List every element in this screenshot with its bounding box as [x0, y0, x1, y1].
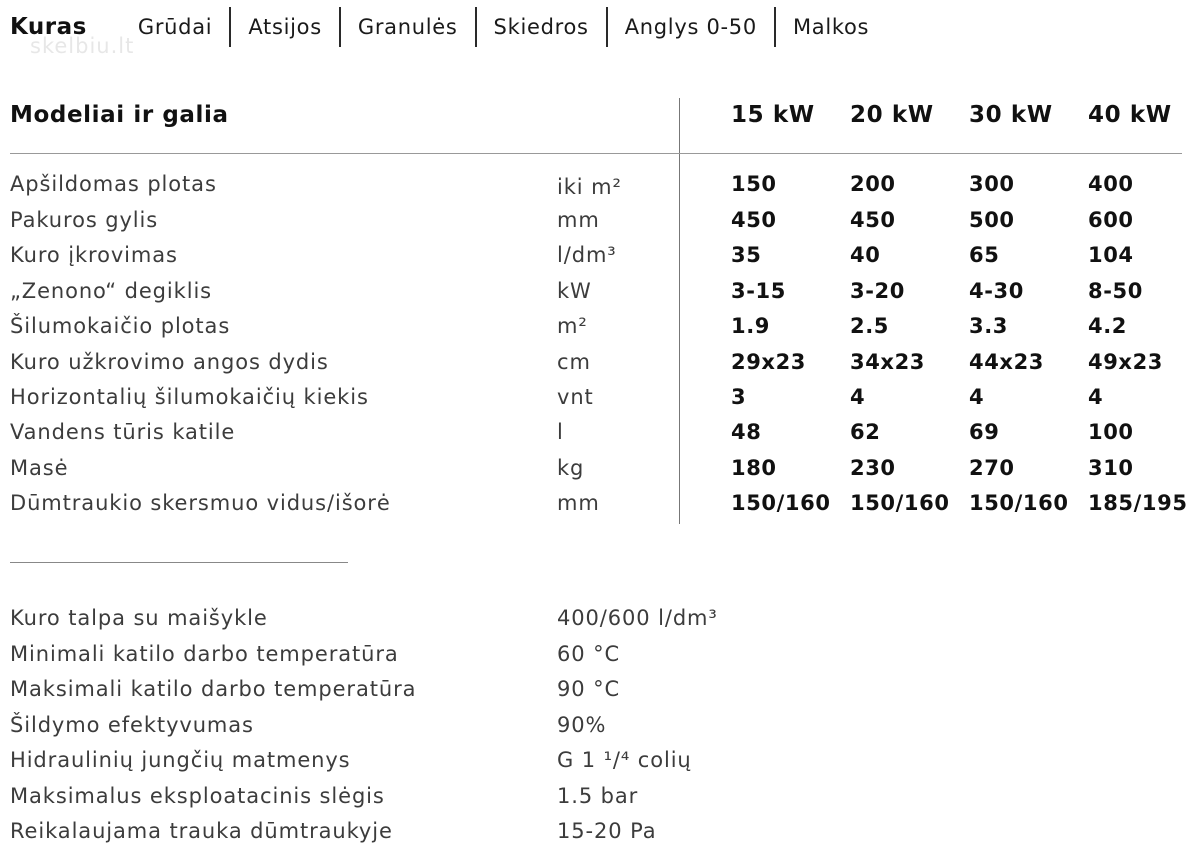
extra-spec-row: [0, 677, 1200, 712]
spec-value: 8-50: [1088, 279, 1143, 303]
spec-unit: m²: [557, 314, 588, 338]
spec-label: Kuro užkrovimo angos dydis: [10, 350, 329, 374]
spec-value: 34x23: [850, 350, 925, 374]
spec-value: 1.9: [731, 314, 771, 338]
spec-value: 104: [1088, 243, 1134, 267]
fuel-type-granules: Granulės: [341, 7, 477, 47]
extra-spec-value: 1.5 bar: [557, 784, 639, 808]
extra-spec-label: Hidraulinių jungčių matmenys: [10, 748, 351, 772]
spec-value: 300: [969, 172, 1015, 196]
extra-spec-value: 90%: [557, 713, 607, 737]
model-column-header: 15 kW: [731, 102, 815, 128]
spec-value: 200: [850, 172, 896, 196]
spec-value: 4-30: [969, 279, 1024, 303]
spec-unit: vnt: [557, 385, 594, 409]
spec-row: [0, 314, 1200, 349]
spec-unit: l/dm³: [557, 243, 617, 267]
spec-value: 180: [731, 456, 777, 480]
fuel-type-anglys: Anglys 0-50: [608, 7, 776, 47]
spec-label: Apšildomas plotas: [10, 172, 217, 196]
extra-spec-value: 15-20 Pa: [557, 819, 657, 843]
spec-label: Vandens tūris katile: [10, 420, 236, 444]
watermark: skelbiu.lt: [30, 34, 135, 58]
spec-label: Kuro įkrovimas: [10, 243, 178, 267]
extra-spec-label: Maksimali katilo darbo temperatūra: [10, 677, 417, 701]
extra-spec-label: Kuro talpa su maišykle: [10, 606, 268, 630]
spec-row: [0, 208, 1200, 243]
extra-spec-label: Minimali katilo darbo temperatūra: [10, 642, 399, 666]
spec-value: 4: [969, 385, 985, 409]
spec-value: 48: [731, 420, 762, 444]
extra-spec-row: [0, 819, 1200, 854]
spec-row: [0, 491, 1200, 526]
extra-spec-row: [0, 606, 1200, 641]
extra-spec-label: Maksimalus eksploatacinis slėgis: [10, 784, 385, 808]
spec-value: 450: [850, 208, 896, 232]
spec-value: 450: [731, 208, 777, 232]
model-column-header: 30 kW: [969, 102, 1053, 128]
spec-value: 150/160: [731, 491, 831, 515]
spec-value: 40: [850, 243, 881, 267]
spec-row: [0, 172, 1200, 207]
spec-value: 150/160: [969, 491, 1069, 515]
spec-row: [0, 420, 1200, 455]
spec-value: 270: [969, 456, 1015, 480]
spec-unit: kW: [557, 279, 592, 303]
spec-label: Horizontalių šilumokaičių kiekis: [10, 385, 369, 409]
spec-value: 4: [1088, 385, 1104, 409]
extra-spec-value: 60 °C: [557, 642, 621, 666]
spec-row: [0, 350, 1200, 385]
spec-value: 44x23: [969, 350, 1044, 374]
extra-spec-row: [0, 748, 1200, 783]
spec-value: 150: [731, 172, 777, 196]
spec-value: 62: [850, 420, 881, 444]
spec-unit: kg: [557, 456, 585, 480]
model-column-header: 20 kW: [850, 102, 934, 128]
extra-spec-row: [0, 642, 1200, 677]
spec-value: 3-15: [731, 279, 786, 303]
header-divider: [10, 153, 1182, 154]
spec-value: 35: [731, 243, 762, 267]
spec-value: 49x23: [1088, 350, 1163, 374]
spec-unit: cm: [557, 350, 591, 374]
extra-spec-label: Šildymo efektyvumas: [10, 713, 254, 737]
spec-value: 29x23: [731, 350, 806, 374]
extra-spec-label: Reikalaujama trauka dūmtraukyje: [10, 819, 393, 843]
spec-label: Šilumokaičio plotas: [10, 314, 231, 338]
extra-spec-row: [0, 713, 1200, 748]
spec-value: 310: [1088, 456, 1134, 480]
spec-value: 3: [731, 385, 747, 409]
extra-spec-row: [0, 784, 1200, 819]
fuel-header: [10, 6, 886, 48]
fuel-type-atsijos: Atsijos: [231, 7, 341, 47]
spec-unit: l: [557, 420, 564, 444]
models-heading: Modeliai ir galia: [10, 102, 229, 128]
spec-value: 230: [850, 456, 896, 480]
spec-value: 3-20: [850, 279, 905, 303]
extra-spec-value: 90 °C: [557, 677, 621, 701]
section-divider: [10, 562, 348, 563]
spec-label: Masė: [10, 456, 69, 480]
spec-value: 69: [969, 420, 1000, 444]
spec-value: 4.2: [1088, 314, 1128, 338]
spec-label: Pakuros gylis: [10, 208, 159, 232]
spec-row: [0, 243, 1200, 278]
spec-value: 500: [969, 208, 1015, 232]
fuel-type-grudai: Grūdai: [121, 7, 231, 47]
spec-unit: iki m²: [557, 175, 622, 199]
fuel-type-malkos: Malkos: [792, 15, 870, 39]
spec-row: [0, 385, 1200, 420]
spec-value: 400: [1088, 172, 1134, 196]
spec-value: 65: [969, 243, 1000, 267]
spec-unit: mm: [557, 208, 600, 232]
spec-unit: mm: [557, 491, 600, 515]
spec-value: 600: [1088, 208, 1134, 232]
spec-value: 150/160: [850, 491, 950, 515]
spec-value: 2.5: [850, 314, 890, 338]
spec-row: [0, 279, 1200, 314]
spec-label: „Zenono“ degiklis: [10, 279, 213, 303]
spec-value: 3.3: [969, 314, 1009, 338]
extra-spec-value: G 1 ¹/⁴ colių: [557, 748, 692, 772]
fuel-type-skiedros: Skiedros: [477, 7, 608, 47]
spec-row: [0, 456, 1200, 491]
spec-value: 185/195: [1088, 491, 1188, 515]
spec-label: Dūmtraukio skersmuo vidus/išorė: [10, 491, 391, 515]
spec-value: 4: [850, 385, 866, 409]
extra-spec-value: 400/600 l/dm³: [557, 606, 718, 630]
model-column-header: 40 kW: [1088, 102, 1172, 128]
spec-value: 100: [1088, 420, 1134, 444]
fuel-title: Kuras: [10, 14, 87, 40]
